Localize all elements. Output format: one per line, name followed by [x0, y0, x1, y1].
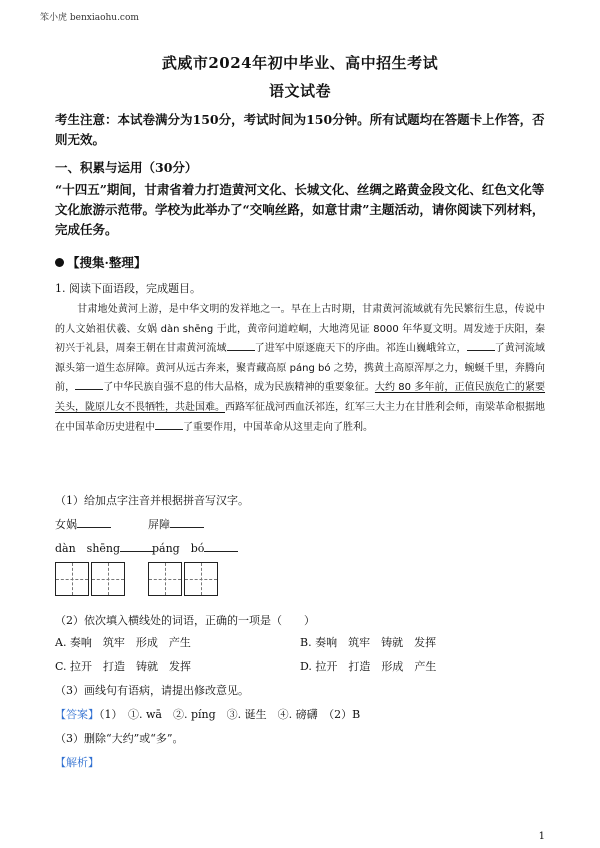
grid-cell — [91, 562, 125, 596]
option-a: A. 奏响 筑牢 形成 产生 — [55, 636, 191, 649]
writing-grid-2 — [148, 562, 218, 596]
grid-cell — [55, 562, 89, 596]
answer-blank-3 — [120, 541, 154, 552]
answer-blank-1 — [77, 517, 111, 528]
page-number: 1 — [538, 831, 545, 842]
sub-question-1: （1）给加点字注音并根据拼音写汉字。 — [55, 494, 249, 507]
answer-line-2: （3）删除“大约”或“多”。 — [55, 732, 184, 745]
option-d: D. 拉开 打造 形成 产生 — [300, 660, 437, 673]
collect-heading — [55, 253, 146, 273]
section-intro: “十四五”期间，甘肃省着力打造黄河文化、长城文化、丝绸之路黄金段文化、红色文化等文化旅游示范带。学校为此举办了“交响丝路，如意甘肃”主题活动，请你阅读下列材料，完成任务。 — [55, 182, 545, 237]
analysis-label: 【解析】 — [55, 756, 99, 769]
fill-blank-2 — [467, 340, 495, 351]
answer-blank-4 — [204, 541, 238, 552]
pinyin-dansheng: dàn shēng — [55, 540, 154, 556]
bullet-icon — [55, 258, 64, 267]
answer-blank-2 — [170, 517, 204, 528]
answer-label: 【答案】 — [55, 708, 99, 721]
watermark: 笨小虎 benxiaohu.com — [40, 13, 139, 23]
word-pingzhang: 屏障 — [148, 516, 204, 532]
exam-notice: 考生注意：本试卷满分为150分，考试时间为150分钟。所有试题均在答题卡上作答，否则无效。 — [55, 112, 545, 147]
grid-cell — [148, 562, 182, 596]
grid-cell — [184, 562, 218, 596]
word-nuwa: 女娲 — [55, 516, 111, 532]
fill-blank-3 — [75, 379, 103, 390]
sub-question-3: （3）画线句有语病，请提出修改意见。 — [55, 684, 249, 697]
reading-passage: 甘肃地处黄河上游，是中华文明的发祥地之一。早在上古时期，甘肃黄河流域就有先民繁衍生息，传说中的人文始祖伏羲、女娲 dàn shēng 于此，黄帝问道崆峒，大地湾见证 8000 年华夏文明。周发迹于庆阳，秦初兴于礼县，周秦王朝在甘肃黄河流域 了进军中原逐鹿天下的序曲。祁连山巍峨耸立， 了黄河流域源头第一道生态屏障。黄河从远古奔来，聚青藏高原 páng bó 之势，携黄土高原浑厚之力，蜿蜒千里，奔腾向前， 了中华民族自强不息的伟大品格，成为民族精神的重要象征。大约 80 多年前，正值民族危亡的紧要关头，陇原儿女不畏牺牲，共赴国难。西路军征战河西血沃祁连，红军三大主力在甘胜利会师，南梁革命根据地在中国革命历史进程中 了重要作用，中国革命从这里走向了胜利。 — [55, 304, 546, 433]
section-heading: 一、积累与运用（30分） — [55, 160, 198, 175]
option-c: C. 拉开 打造 铸就 发挥 — [55, 660, 192, 673]
fill-blank-4 — [155, 419, 183, 430]
exam-title: 武威市2024年初中毕业、高中招生考试 — [161, 54, 439, 72]
fill-blank-1 — [227, 340, 255, 351]
option-b: B. 奏响 筑牢 铸就 发挥 — [300, 636, 437, 649]
pinyin-pangbo: páng bó — [152, 540, 238, 556]
answer-line-1: 【答案】（1） ①. wā ②. píng ③. 诞生 ④. 磅礴 （2）B — [55, 708, 361, 721]
sub-question-2: （2）依次填入横线处的词语，正确的一项是（ ） — [55, 614, 315, 627]
collect-heading-text: 【搜集·整理】 — [67, 255, 147, 270]
underlined-sentence: 大约 80 多年前，正值民族危亡的紧要关头，陇原儿女不畏牺牲，共赴国难。 — [55, 382, 546, 413]
question-1-prompt: 1. 阅读下面语段，完成题目。 — [55, 282, 201, 295]
writing-grid-1 — [55, 562, 125, 596]
exam-subtitle: 语文试卷 — [268, 82, 331, 100]
